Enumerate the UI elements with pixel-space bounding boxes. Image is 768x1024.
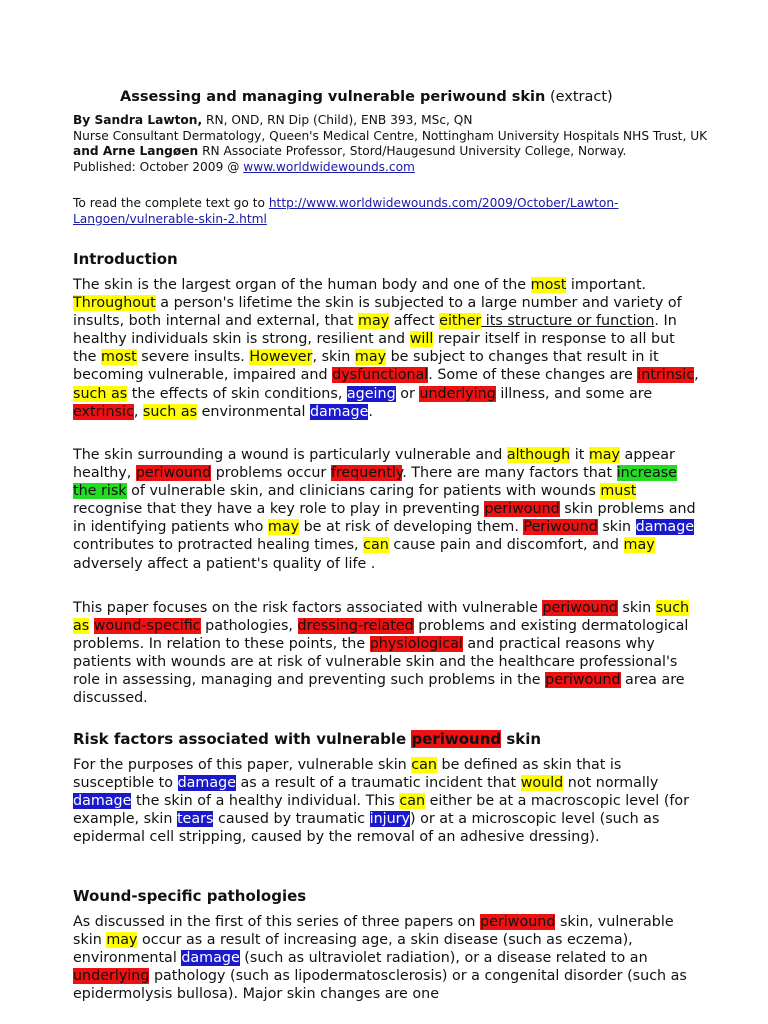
- intro-paragraph-2: [73, 446, 699, 573]
- text-run: occur as a result of increasing age, a skin disease (such as eczema), environmental: [73, 932, 633, 967]
- full-text-prefix: To read the complete text go to: [73, 196, 269, 210]
- text-run: This paper focuses on the risk factors associated with vulnerable: [73, 600, 543, 616]
- text-run: The skin is the largest organ of the human body and one of the: [73, 277, 531, 293]
- text-run: either be at a macroscopic level (for example, skin: [73, 793, 690, 828]
- highlight-yellow: will: [409, 331, 434, 348]
- text-run: a person's lifetime the skin is subjected to a large number and variety of insults, both internal and external, that: [73, 295, 682, 330]
- author-block: [73, 113, 713, 175]
- highlight-yellow: such as: [73, 385, 128, 402]
- highlight-yellow: such as: [73, 600, 690, 635]
- highlight-yellow: Throughout: [73, 295, 156, 312]
- text-run: problems occur: [211, 465, 331, 482]
- author1-credentials: RN, OND, RN Dip (Child), ENB 393, MSc, QN: [202, 113, 473, 127]
- text-run: ) or at a microscopic level (such as epidermal cell stripping, caused by the removal of an adhesive dressing).: [73, 811, 660, 846]
- title-main: Assessing and managing vulnerable periwound skin: [120, 89, 546, 105]
- highlight-yellow: can: [411, 757, 437, 773]
- highlight-yellow: can: [363, 537, 389, 554]
- text-run: skin problems and in identifying patients who: [73, 501, 696, 536]
- text-run: repair itself in response to all but the: [73, 331, 675, 366]
- author1-affiliation: Nurse Consultant Dermatology, Queen's Medical Centre, Nottingham University Hospitals NHS Trust, UK: [73, 128, 708, 143]
- text-run: problems and existing dermatological problems. In relation to these points, the: [73, 618, 689, 653]
- text-run: the effects of skin conditions,: [127, 385, 347, 402]
- text-run: and practical reasons why patients with wounds are at risk of vulnerable skin and the healthcare professional's role in assessing, managing and preventing such problems in the: [73, 636, 678, 689]
- highlight-blue: damage: [309, 403, 369, 420]
- text-run: skin: [617, 600, 656, 616]
- text-run: , skin: [312, 349, 355, 366]
- highlight-red: periwound: [542, 600, 618, 616]
- text-run: the skin of a healthy individual. This: [131, 793, 400, 810]
- intro-paragraph-1: [73, 276, 699, 421]
- highlight-yellow: may: [267, 519, 300, 536]
- highlight-yellow: must: [600, 483, 637, 500]
- highlight-yellow: may: [588, 447, 621, 463]
- text-run: skin: [501, 730, 542, 748]
- author1-name: By Sandra Lawton,: [73, 113, 203, 127]
- text-run: . There are many factors that: [402, 465, 617, 482]
- text-run: contributes to protracted healing times,: [73, 537, 364, 554]
- highlight-yellow: most: [101, 349, 137, 366]
- highlight-red: dysfunctional: [332, 367, 429, 384]
- document-title: [120, 89, 720, 105]
- underlined-text: its structure or function: [481, 313, 655, 330]
- highlight-blue: injury: [369, 811, 410, 828]
- highlight-yellow: may: [623, 537, 655, 554]
- full-text-note: [73, 196, 713, 227]
- text-run: ,: [133, 403, 143, 420]
- text-run: not normally: [563, 775, 659, 792]
- highlight-red: dressing-related: [297, 618, 414, 635]
- text-run: severe insults.: [136, 349, 250, 366]
- highlight-yellow: may: [358, 313, 390, 330]
- wound-pathologies-heading: Wound-specific pathologies: [73, 887, 307, 905]
- text-run: of vulnerable skin, and clinicians caring for patients with wounds: [126, 483, 601, 500]
- risk-factors-heading: [73, 730, 541, 748]
- introduction-heading: Introduction: [73, 250, 178, 268]
- highlight-red: periwound: [411, 730, 502, 748]
- text-run: illness, and some are: [495, 385, 653, 402]
- highlight-red: wound-specific: [93, 618, 201, 635]
- highlight-red: underlying: [73, 968, 150, 985]
- highlight-yellow: although: [506, 447, 571, 463]
- highlight-yellow: However: [249, 349, 313, 366]
- text-run: pathologies,: [200, 618, 298, 635]
- text-run: skin: [597, 519, 636, 536]
- wound-pathologies-paragraph: [73, 913, 699, 1003]
- highlight-red: periwound: [135, 465, 212, 482]
- highlight-green: increase the risk: [73, 465, 677, 500]
- text-run: .: [368, 403, 373, 420]
- text-run: For the purposes of this paper, vulnerable skin: [73, 757, 412, 773]
- text-run: be defined as skin that is susceptible to: [73, 757, 622, 792]
- text-run: area are discussed.: [73, 672, 685, 707]
- highlight-yellow: most: [530, 277, 567, 293]
- text-run: or: [395, 385, 420, 402]
- text-run: Risk factors associated with vulnerable: [73, 730, 412, 748]
- text-run: skin, vulnerable skin: [73, 914, 674, 949]
- full-text-link[interactable]: http://www.worldwidewounds.com/2009/October/Lawton-Langoen/vulnerable-skin-2.html: [73, 196, 619, 226]
- text-run: affect: [389, 313, 440, 330]
- highlight-red: periwound: [545, 672, 621, 689]
- highlight-red: periwound: [480, 914, 556, 930]
- highlight-blue: damage: [181, 950, 240, 967]
- highlight-blue: ageing: [346, 385, 396, 402]
- text-run: be at risk of developing them.: [299, 519, 524, 536]
- text-run: ,: [694, 367, 699, 384]
- text-run: adversely affect a patient's quality of life .: [73, 555, 376, 572]
- highlight-red: physiological: [369, 636, 463, 653]
- highlight-blue: damage: [177, 775, 236, 792]
- text-run: pathology (such as lipodermatosclerosis) or a congenital disorder (such as epidermolysis bullosa). Major skin changes are one: [73, 968, 687, 1003]
- site-link[interactable]: www.worldwidewounds.com: [243, 159, 415, 174]
- text-run: be subject to changes that result in it becoming vulnerable, impaired and: [73, 349, 659, 384]
- highlight-yellow: would: [520, 775, 564, 792]
- highlight-yellow: either: [439, 313, 482, 330]
- text-run: The skin surrounding a wound is particularly vulnerable and: [73, 447, 507, 463]
- text-run: appear healthy,: [73, 447, 675, 482]
- title-suffix: (extract): [545, 89, 613, 105]
- highlight-yellow: may: [354, 349, 387, 366]
- highlight-red: periwound: [484, 501, 560, 518]
- author2-name: and Arne Langøen: [73, 144, 199, 158]
- highlight-blue: tears: [176, 811, 214, 828]
- text-run: as a result of a traumatic incident that: [235, 775, 521, 792]
- author2-affiliation: RN Associate Professor, Stord/Haugesund University College, Norway.: [198, 144, 627, 158]
- highlight-yellow: can: [399, 793, 426, 810]
- highlight-yellow: may: [106, 932, 138, 949]
- text-run: important.: [566, 277, 647, 293]
- highlight-red: underlying: [419, 385, 496, 402]
- text-run: recognise that they have a key role to play in preventing: [73, 501, 485, 518]
- text-run: it: [570, 447, 589, 463]
- highlight-red: Periwound: [523, 519, 598, 536]
- text-run: cause pain and discomfort, and: [388, 537, 624, 554]
- text-run: caused by traumatic: [213, 811, 370, 828]
- published-label: Published: October 2009 @: [73, 159, 244, 174]
- highlight-red: intrinsic: [637, 367, 695, 384]
- text-run: As discussed in the first of this series of three papers on: [73, 914, 481, 930]
- highlight-blue: damage: [73, 793, 132, 810]
- text-run: environmental: [197, 403, 310, 420]
- intro-paragraph-3: [73, 599, 699, 708]
- highlight-yellow: such as: [142, 403, 198, 420]
- highlight-blue: damage: [635, 519, 695, 536]
- text-run: . Some of these changes are: [428, 367, 638, 384]
- text-run: (such as ultraviolet radiation), or a disease related to an: [239, 950, 648, 967]
- risk-factors-paragraph: [73, 756, 699, 846]
- text-run: . In healthy individuals skin is strong, resilient and: [73, 313, 677, 348]
- highlight-red: frequently: [330, 465, 403, 482]
- highlight-red: extrinsic: [73, 403, 134, 420]
